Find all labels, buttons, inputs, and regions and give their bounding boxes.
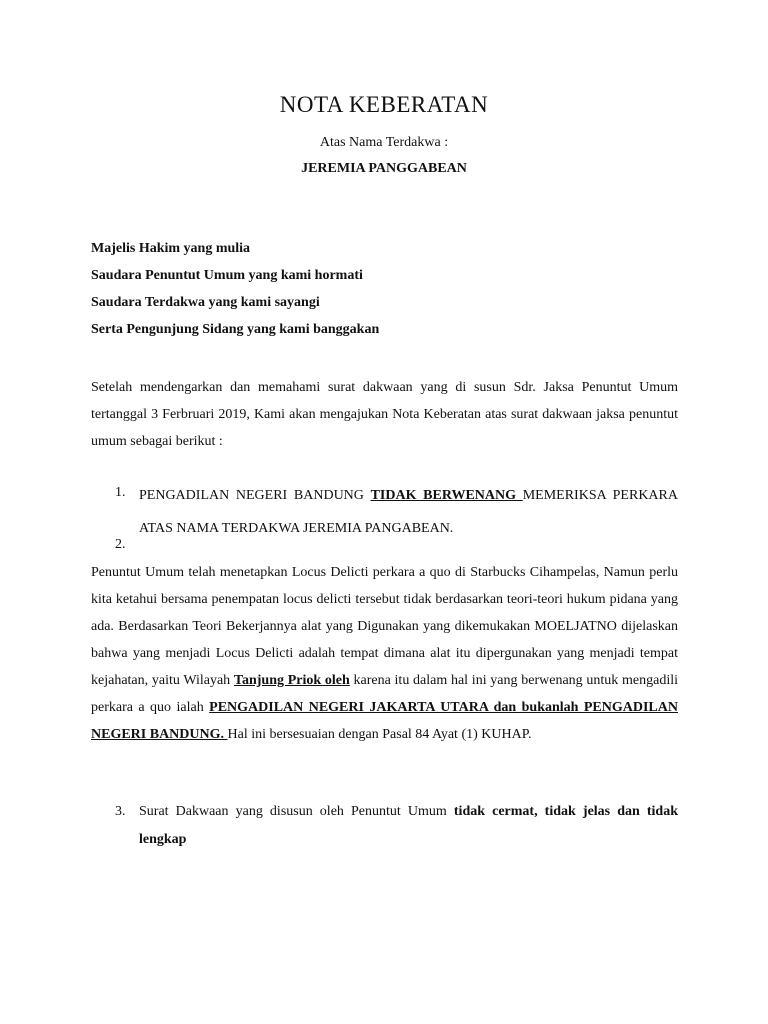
item-emphasis: tidak cermat, tidak jelas dan tidak lengkap: [139, 804, 679, 847]
locus-delicti-paragraph: [91, 559, 678, 748]
paragraph-emphasis: PENGADILAN NEGERI JAKARTA UTARA dan bukanlah PENGADILAN NEGERI BANDUNG.: [91, 700, 678, 742]
list-number: 3.: [115, 804, 126, 819]
defendant-name: JEREMIA PANGGABEAN: [301, 161, 467, 176]
list-number: 1.: [115, 485, 126, 500]
document-subtitle: Atas Nama Terdakwa :: [319, 135, 449, 150]
greeting-line: Serta Pengunjung Sidang yang kami banggakan: [91, 322, 380, 337]
list-item-text: [139, 798, 678, 854]
list-number-2: 2.: [115, 537, 126, 552]
intro-paragraph: Setelah mendengarkan dan memahami surat dakwaan yang di susun Sdr. Jaksa Penuntut Umum tertanggal 3 Ferbruari 2019, Kami akan mengajukan Nota Keberatan atas surat dakwaan jaksa penuntut umum sebagai berikut :: [91, 380, 678, 449]
document-title: NOTA KEBERATAN: [279, 92, 489, 117]
greetings-block: [91, 240, 691, 348]
item-text-part: Surat Dakwaan yang disusun oleh Penuntut Umum: [139, 804, 454, 819]
greeting-line: Saudara Terdakwa yang kami sayangi: [91, 295, 320, 310]
item-text-part: PENGADILAN NEGERI BANDUNG: [139, 488, 371, 503]
paragraph-text-part: Penuntut Umum telah menetapkan Locus Delicti perkara a quo di Starbucks Cihampelas, Namun perlu kita ketahui bersama penempatan locus delicti tersebut tidak berdasarkan teori-teori hukum pidana yang ada. Berdasarkan Teori Bekerjannya alat yang Digunakan yang dikemukakan MOELJATNO dijelaskan bahwa yang menjadi Locus Delicti adalah tempat dimana alat itu dipergunakan yang menjadi tempat kejahatan, yaitu Wilayah: [91, 565, 678, 688]
item-text-part: MEMERIKSA PERKARA ATAS NAMA TERDAKWA JEREMIA PANGABEAN.: [139, 488, 678, 536]
paragraph-text-part: Hal ini bersesuaian dengan Pasal 84 Ayat (1) KUHAP.: [227, 727, 532, 742]
item-emphasis: TIDAK BERWENANG: [370, 488, 523, 503]
paragraph-text-part: karena itu dalam hal ini yang berwenang untuk mengadili perkara a quo ialah: [91, 673, 678, 715]
list-item-text: [139, 479, 678, 545]
paragraph-emphasis: Tanjung Priok oleh: [233, 673, 350, 688]
greeting-line: Saudara Penuntut Umum yang kami hormati: [91, 268, 363, 283]
greeting-line: Majelis Hakim yang mulia: [91, 241, 251, 256]
